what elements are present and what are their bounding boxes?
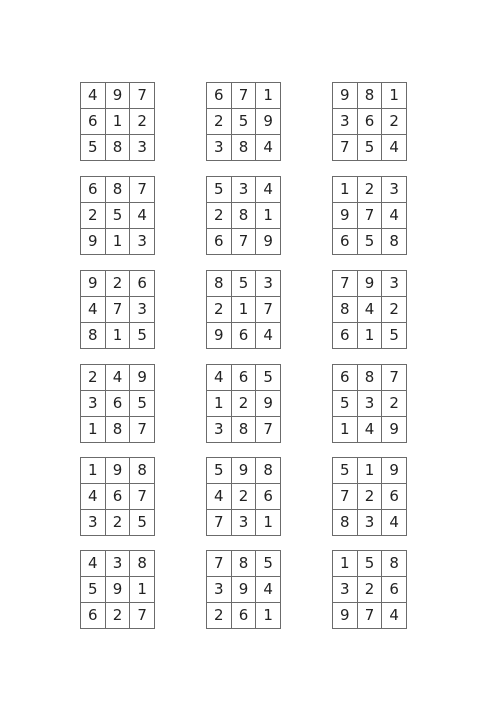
grid-cell: 6 bbox=[333, 229, 358, 255]
grid-cell: 5 bbox=[130, 510, 155, 536]
grid-cell: 7 bbox=[256, 297, 281, 323]
grid-cell: 9 bbox=[232, 577, 257, 603]
grid-cell: 3 bbox=[256, 271, 281, 297]
grid-cell: 2 bbox=[207, 297, 232, 323]
grid-cell: 7 bbox=[256, 417, 281, 443]
grid-cell: 3 bbox=[232, 510, 257, 536]
grid-cell: 4 bbox=[81, 297, 106, 323]
grid-cell: 3 bbox=[333, 577, 358, 603]
grid-cell: 3 bbox=[382, 177, 407, 203]
grid-cell: 4 bbox=[207, 365, 232, 391]
grid-cell: 5 bbox=[130, 391, 155, 417]
grid-cell: 9 bbox=[207, 323, 232, 349]
grid-cell: 7 bbox=[232, 229, 257, 255]
grid-cell: 4 bbox=[382, 510, 407, 536]
grid-cell: 9 bbox=[106, 458, 131, 484]
grid-cell: 8 bbox=[382, 551, 407, 577]
grid-cell: 6 bbox=[130, 271, 155, 297]
grid-cell: 7 bbox=[130, 83, 155, 109]
grid-cell: 1 bbox=[81, 417, 106, 443]
grid-cell: 2 bbox=[382, 109, 407, 135]
grid-cell: 8 bbox=[333, 510, 358, 536]
grid-cell: 4 bbox=[130, 203, 155, 229]
grid-cell: 4 bbox=[382, 603, 407, 629]
grid-cell: 5 bbox=[358, 135, 383, 161]
grid-cell: 1 bbox=[106, 229, 131, 255]
grid-cell: 3 bbox=[358, 510, 383, 536]
grid-cell: 9 bbox=[106, 577, 131, 603]
grid-cell: 3 bbox=[358, 391, 383, 417]
grid-cell: 1 bbox=[382, 83, 407, 109]
grid-cell: 8 bbox=[106, 177, 131, 203]
grid-cell: 9 bbox=[333, 203, 358, 229]
number-grid bbox=[80, 176, 155, 255]
number-grid bbox=[332, 364, 407, 443]
grid-cell: 2 bbox=[358, 577, 383, 603]
grid-cell: 5 bbox=[207, 177, 232, 203]
grid-cell: 8 bbox=[358, 83, 383, 109]
grid-cell: 5 bbox=[232, 271, 257, 297]
grid-cell: 8 bbox=[106, 417, 131, 443]
number-grid bbox=[80, 550, 155, 629]
grid-cell: 3 bbox=[207, 417, 232, 443]
grid-cell: 6 bbox=[333, 365, 358, 391]
grid-cell: 2 bbox=[382, 297, 407, 323]
grid-cell: 3 bbox=[130, 229, 155, 255]
grid-cell: 2 bbox=[358, 177, 383, 203]
grid-cell: 1 bbox=[333, 551, 358, 577]
grid-cell: 2 bbox=[81, 365, 106, 391]
grid-cell: 8 bbox=[333, 297, 358, 323]
grid-cell: 4 bbox=[382, 135, 407, 161]
number-grid bbox=[332, 550, 407, 629]
grid-cell: 9 bbox=[382, 458, 407, 484]
grid-cell: 3 bbox=[207, 577, 232, 603]
grid-cell: 6 bbox=[232, 603, 257, 629]
grid-cell: 5 bbox=[207, 458, 232, 484]
grid-cell: 8 bbox=[207, 271, 232, 297]
grid-cell: 4 bbox=[106, 365, 131, 391]
grid-cell: 9 bbox=[333, 83, 358, 109]
grid-cell: 1 bbox=[106, 323, 131, 349]
grid-cell: 7 bbox=[358, 203, 383, 229]
grid-cell: 6 bbox=[232, 323, 257, 349]
grid-cell: 7 bbox=[382, 365, 407, 391]
number-grid bbox=[80, 270, 155, 349]
grid-cell: 6 bbox=[81, 109, 106, 135]
number-grid bbox=[206, 457, 281, 536]
grid-cell: 7 bbox=[130, 417, 155, 443]
grid-cell: 3 bbox=[333, 109, 358, 135]
grid-cell: 9 bbox=[333, 603, 358, 629]
grid-cell: 7 bbox=[207, 551, 232, 577]
grid-cell: 4 bbox=[81, 83, 106, 109]
grid-cell: 5 bbox=[333, 458, 358, 484]
grid-cell: 7 bbox=[333, 135, 358, 161]
grid-cell: 5 bbox=[256, 365, 281, 391]
grid-cell: 8 bbox=[81, 323, 106, 349]
grid-cell: 1 bbox=[333, 177, 358, 203]
grid-cell: 2 bbox=[106, 510, 131, 536]
grid-cell: 8 bbox=[106, 135, 131, 161]
grid-cell: 7 bbox=[358, 603, 383, 629]
grid-cell: 8 bbox=[256, 458, 281, 484]
number-grid bbox=[206, 364, 281, 443]
grid-cell: 4 bbox=[81, 551, 106, 577]
grid-cell: 8 bbox=[130, 458, 155, 484]
grid-cell: 1 bbox=[256, 603, 281, 629]
grid-cell: 9 bbox=[81, 271, 106, 297]
grid-cell: 6 bbox=[207, 229, 232, 255]
grid-cell: 2 bbox=[232, 484, 257, 510]
number-grid bbox=[332, 457, 407, 536]
grid-cell: 6 bbox=[207, 83, 232, 109]
grid-cell: 1 bbox=[81, 458, 106, 484]
grid-cell: 6 bbox=[333, 323, 358, 349]
grid-cell: 5 bbox=[333, 391, 358, 417]
grid-cell: 2 bbox=[130, 109, 155, 135]
grid-cell: 2 bbox=[382, 391, 407, 417]
number-grid bbox=[206, 270, 281, 349]
grid-cell: 2 bbox=[207, 109, 232, 135]
grid-cell: 7 bbox=[333, 271, 358, 297]
grid-cell: 4 bbox=[256, 177, 281, 203]
grid-cell: 2 bbox=[207, 603, 232, 629]
grid-cell: 4 bbox=[256, 577, 281, 603]
grid-cell: 8 bbox=[232, 551, 257, 577]
grid-cell: 1 bbox=[106, 109, 131, 135]
grid-cell: 4 bbox=[358, 417, 383, 443]
grid-cell: 7 bbox=[130, 177, 155, 203]
grid-cell: 9 bbox=[256, 391, 281, 417]
grid-cell: 4 bbox=[382, 203, 407, 229]
grid-cell: 6 bbox=[256, 484, 281, 510]
grid-cell: 3 bbox=[382, 271, 407, 297]
grid-cell: 3 bbox=[130, 297, 155, 323]
grid-cell: 2 bbox=[207, 203, 232, 229]
number-grid bbox=[332, 82, 407, 161]
grid-cell: 1 bbox=[256, 203, 281, 229]
grid-cell: 9 bbox=[106, 83, 131, 109]
grid-cell: 8 bbox=[232, 135, 257, 161]
grid-cell: 6 bbox=[81, 603, 106, 629]
number-grid bbox=[80, 364, 155, 443]
grid-cell: 5 bbox=[106, 203, 131, 229]
grid-cell: 2 bbox=[232, 391, 257, 417]
grid-cell: 7 bbox=[207, 510, 232, 536]
grid-cell: 9 bbox=[256, 109, 281, 135]
grid-cell: 1 bbox=[256, 83, 281, 109]
grid-cell: 5 bbox=[358, 551, 383, 577]
grid-cell: 3 bbox=[207, 135, 232, 161]
grid-cell: 9 bbox=[232, 458, 257, 484]
grid-cell: 1 bbox=[207, 391, 232, 417]
grid-cell: 9 bbox=[358, 271, 383, 297]
grid-cell: 1 bbox=[333, 417, 358, 443]
grid-cell: 7 bbox=[333, 484, 358, 510]
number-grid bbox=[332, 176, 407, 255]
grid-cell: 1 bbox=[232, 297, 257, 323]
grid-cell: 1 bbox=[130, 577, 155, 603]
grid-cell: 7 bbox=[106, 297, 131, 323]
grid-cell: 5 bbox=[81, 135, 106, 161]
grid-cell: 8 bbox=[232, 417, 257, 443]
grid-cell: 9 bbox=[382, 417, 407, 443]
grid-cell: 9 bbox=[256, 229, 281, 255]
grid-cell: 6 bbox=[382, 484, 407, 510]
grid-cell: 3 bbox=[81, 391, 106, 417]
grid-cell: 3 bbox=[106, 551, 131, 577]
grid-cell: 8 bbox=[382, 229, 407, 255]
grid-cell: 5 bbox=[130, 323, 155, 349]
grid-cell: 5 bbox=[256, 551, 281, 577]
grid-cell: 9 bbox=[130, 365, 155, 391]
grid-cell: 6 bbox=[382, 577, 407, 603]
grid-cell: 6 bbox=[358, 109, 383, 135]
grid-cell: 1 bbox=[358, 323, 383, 349]
grid-cell: 2 bbox=[81, 203, 106, 229]
grid-cell: 5 bbox=[81, 577, 106, 603]
grid-cell: 6 bbox=[106, 484, 131, 510]
grid-cell: 6 bbox=[106, 391, 131, 417]
grid-cell: 5 bbox=[358, 229, 383, 255]
grid-cell: 8 bbox=[358, 365, 383, 391]
grid-cell: 4 bbox=[358, 297, 383, 323]
number-grid bbox=[80, 82, 155, 161]
grid-cell: 1 bbox=[358, 458, 383, 484]
grid-cell: 2 bbox=[106, 271, 131, 297]
grid-cell: 3 bbox=[130, 135, 155, 161]
grid-cell: 4 bbox=[207, 484, 232, 510]
grid-cell: 8 bbox=[130, 551, 155, 577]
number-grid bbox=[206, 550, 281, 629]
grid-cell: 9 bbox=[81, 229, 106, 255]
grid-cell: 4 bbox=[256, 135, 281, 161]
grid-cell: 3 bbox=[232, 177, 257, 203]
grid-cell: 2 bbox=[106, 603, 131, 629]
number-grid bbox=[206, 176, 281, 255]
grid-cell: 7 bbox=[232, 83, 257, 109]
grid-cell: 7 bbox=[130, 484, 155, 510]
grid-cell: 7 bbox=[130, 603, 155, 629]
grid-cell: 4 bbox=[256, 323, 281, 349]
number-grid bbox=[332, 270, 407, 349]
grid-cell: 4 bbox=[81, 484, 106, 510]
grid-cell: 8 bbox=[232, 203, 257, 229]
grid-cell: 3 bbox=[81, 510, 106, 536]
grid-cell: 6 bbox=[81, 177, 106, 203]
grid-cell: 1 bbox=[256, 510, 281, 536]
number-grid bbox=[80, 457, 155, 536]
number-grid bbox=[206, 82, 281, 161]
grid-cell: 5 bbox=[232, 109, 257, 135]
grid-cell: 6 bbox=[232, 365, 257, 391]
grid-cell: 5 bbox=[382, 323, 407, 349]
grid-cell: 2 bbox=[358, 484, 383, 510]
